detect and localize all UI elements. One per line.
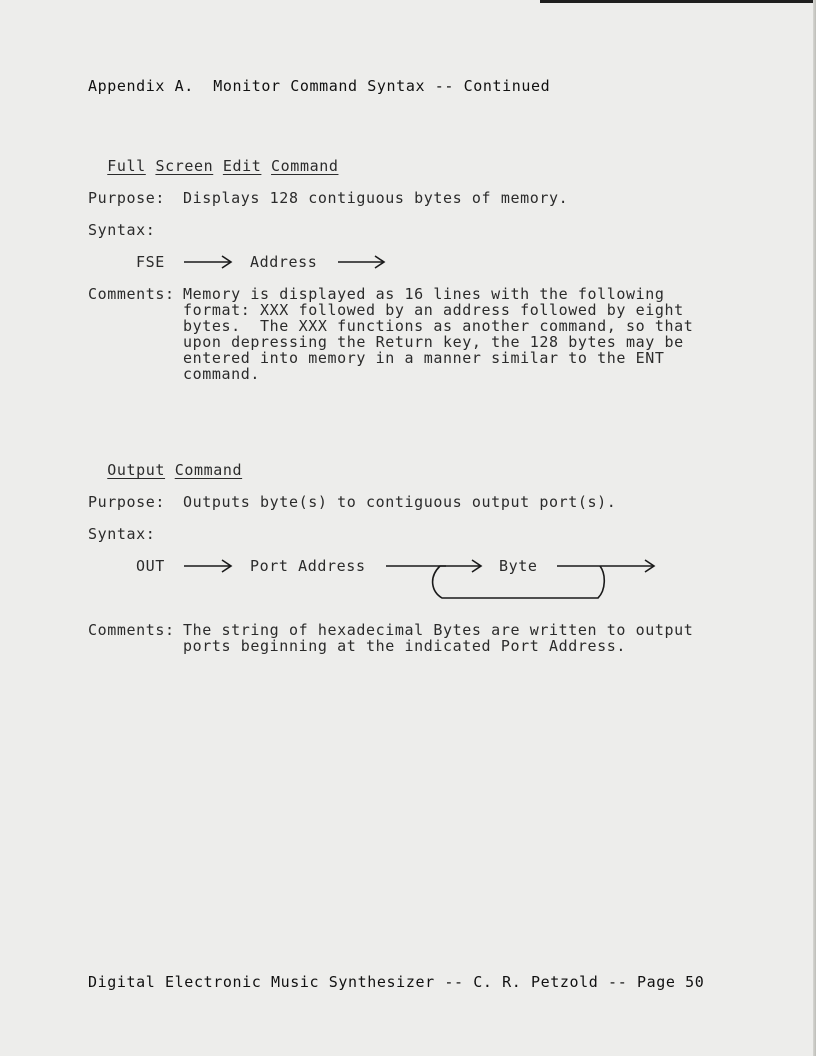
fse-comment-line: entered into memory in a manner similar to the ENT — [183, 349, 665, 367]
fse-purpose-text: Displays 128 contiguous bytes of memory. — [183, 189, 569, 207]
out-syntax-label: Syntax: — [88, 525, 156, 543]
out-purpose-text: Outputs byte(s) to contiguous output port(s). — [183, 493, 617, 511]
fse-comment-line: bytes. The XXX functions as another command, so that — [183, 317, 694, 335]
out-comment-line: The string of hexadecimal Bytes are written to output — [183, 621, 694, 639]
out-comment-line: ports beginning at the indicated Port Address. — [183, 637, 627, 655]
fse-heading-word: Edit — [222, 157, 262, 175]
out-arrow-2 — [386, 560, 481, 572]
fse-heading-word: Full — [107, 157, 146, 175]
fse-purpose-label: Purpose: — [88, 189, 166, 207]
out-comments-label: Comments: — [88, 621, 175, 639]
out-arrow-3 — [557, 560, 654, 572]
out-command-keyword: OUT — [136, 557, 165, 575]
out-port-address-label: Port Address — [250, 557, 366, 575]
fse-comment-line: upon depressing the Return key, the 128 bytes may be — [183, 333, 684, 351]
out-heading-word: Command — [174, 461, 243, 479]
fse-comments-label: Comments: — [88, 285, 175, 303]
out-byte-label: Byte — [499, 557, 538, 575]
out-arrow-1 — [184, 560, 231, 572]
fse-comment-line: format: XXX followed by an address followed by eight — [183, 301, 684, 319]
fse-syntax-label: Syntax: — [88, 221, 156, 239]
out-heading — [88, 446, 242, 478]
out-heading-word: Output — [107, 461, 166, 479]
page-footer: Digital Electronic Music Synthesizer -- C. R. Petzold -- Page 50 — [88, 973, 705, 991]
fse-arrow-1 — [184, 256, 231, 268]
out-purpose-label: Purpose: — [88, 493, 166, 511]
page-title: Appendix A. Monitor Command Syntax -- Continued — [88, 77, 551, 95]
fse-comment-line: command. — [183, 365, 261, 383]
fse-address-label: Address — [250, 253, 318, 271]
fse-heading-word: Screen — [155, 157, 214, 175]
fse-heading-word: Command — [271, 157, 339, 175]
fse-comment-line: Memory is displayed as 16 lines with the following — [183, 285, 665, 303]
fse-command-keyword: FSE — [136, 253, 165, 271]
fse-arrow-2 — [338, 256, 384, 268]
